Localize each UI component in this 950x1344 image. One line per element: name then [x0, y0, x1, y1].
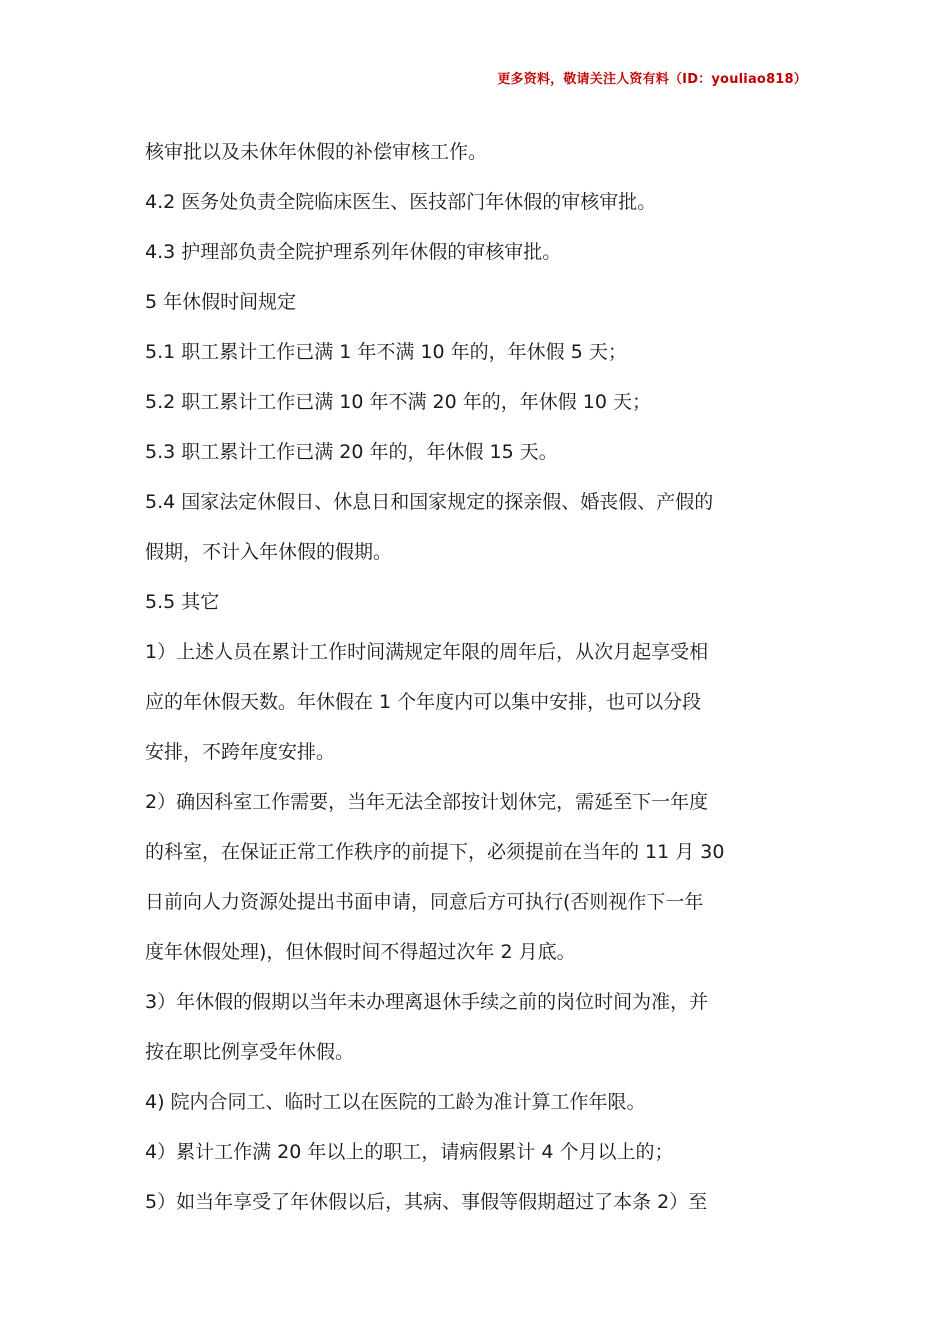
text-line: 2）确因科室工作需要，当年无法全部按计划休完，需延至下一年度 — [145, 791, 709, 813]
text-line: 4) 院内合同工、临时工以在医院的工龄为准计算工作年限。 — [145, 1091, 646, 1113]
text-line: 5.4 国家法定休假日、休息日和国家规定的探亲假、婚丧假、产假的 — [145, 491, 714, 513]
text-line: 核审批以及未休年休假的补偿审核工作。 — [145, 141, 488, 163]
text-line: 5.1 职工累计工作已满 1 年不满 10 年的，年休假 5 天； — [145, 341, 627, 363]
header-note: 更多资料，敬请关注人资有料（ID：youliao818） — [497, 72, 807, 87]
text-line: 5.2 职工累计工作已满 10 年不满 20 年的，年休假 10 天； — [145, 391, 652, 413]
text-line: 4.2 医务处负责全院临床医生、医技部门年休假的审核审批。 — [145, 191, 657, 213]
text-line: 4）累计工作满 20 年以上的职工，请病假累计 4 个月以上的； — [145, 1141, 674, 1163]
text-line: 1）上述人员在累计工作时间满规定年限的周年后，从次月起享受相 — [145, 641, 709, 663]
text-line: 日前向人力资源处提出书面申请，同意后方可执行(否则视作下一年 — [145, 891, 704, 913]
section-heading: 5 年休假时间规定 — [145, 291, 297, 313]
text-line: 5.5 其它 — [145, 591, 220, 613]
text-line: 应的年休假天数。年休假在 1 个年度内可以集中安排，也可以分段 — [145, 691, 702, 713]
text-line: 的科室，在保证正常工作秩序的前提下，必须提前在当年的 11 月 30 — [145, 841, 725, 863]
text-line: 按在职比例享受年休假。 — [145, 1041, 355, 1063]
document-body — [145, 127, 807, 1227]
text-line: 度年休假处理)，但休假时间不得超过次年 2 月底。 — [145, 941, 576, 963]
text-line: 5）如当年享受了年休假以后，其病、事假等假期超过了本条 2）至 — [145, 1191, 708, 1213]
text-line: 5.3 职工累计工作已满 20 年的，年休假 15 天。 — [145, 441, 558, 463]
text-line: 3）年休假的假期以当年未办理离退休手续之前的岗位时间为准，并 — [145, 991, 709, 1013]
text-line: 假期，不计入年休假的假期。 — [145, 541, 393, 563]
text-line: 安排，不跨年度安排。 — [145, 741, 336, 763]
text-line: 4.3 护理部负责全院护理系列年休假的审核审批。 — [145, 241, 562, 263]
